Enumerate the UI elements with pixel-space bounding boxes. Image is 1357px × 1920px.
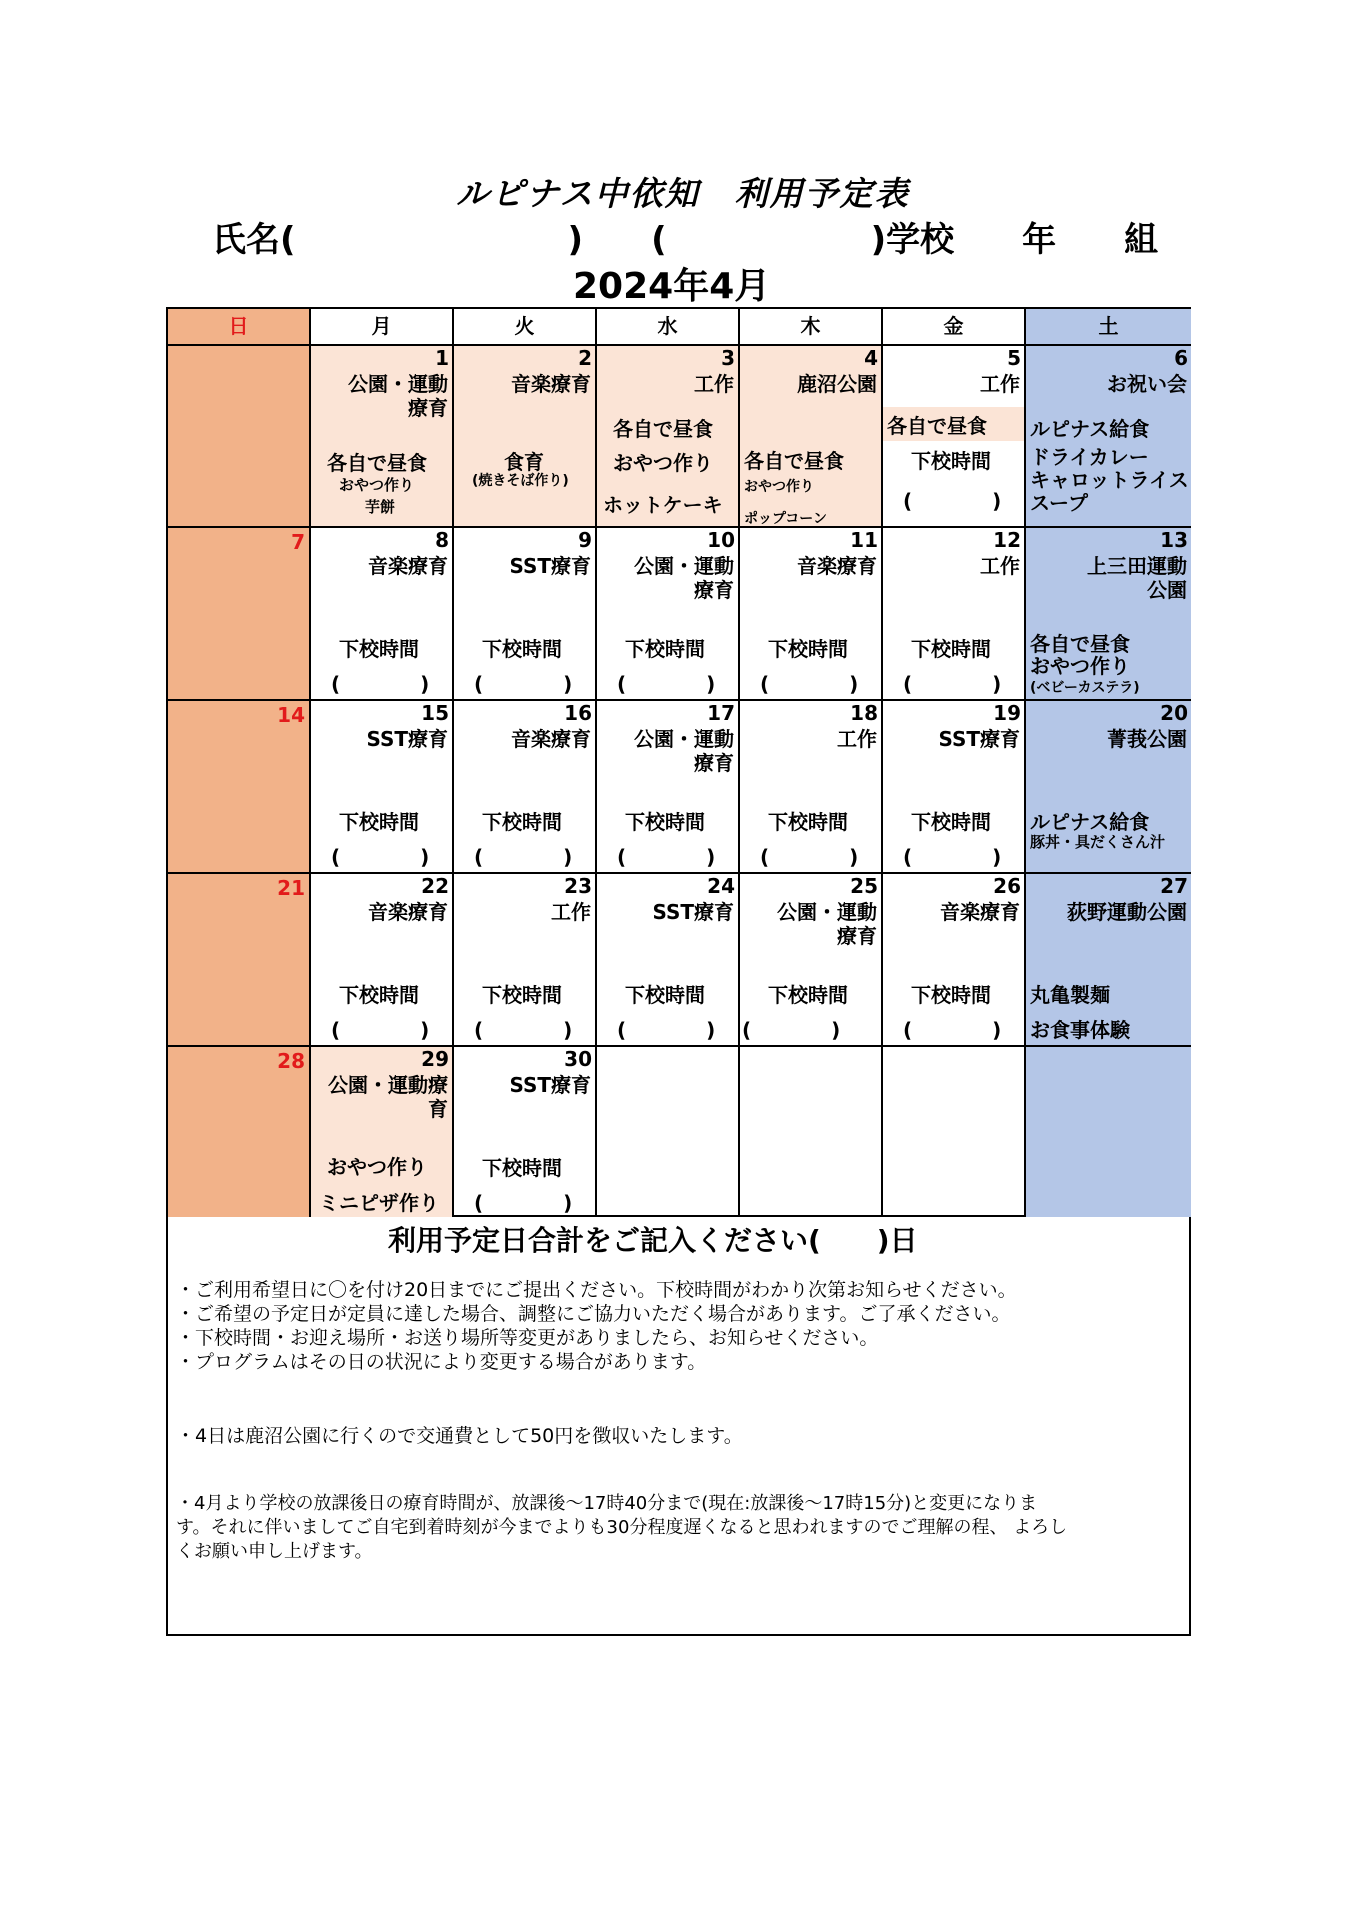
day-number: 9 [578, 528, 592, 552]
weekday-mon: 月 [311, 309, 454, 346]
activity-label: 各自で昼食 [327, 451, 427, 475]
day-cell-3[interactable] [597, 346, 740, 528]
page-title: ルピナス中依知 利用予定表 [456, 174, 910, 213]
day-cell-17[interactable] [597, 701, 740, 874]
day-cell-12[interactable] [883, 528, 1026, 701]
program-label: SST療育 [938, 727, 1020, 751]
school-time-field[interactable]: ( ) [474, 845, 573, 869]
day-number: 17 [707, 701, 735, 725]
day-number: 23 [564, 874, 592, 898]
school-time-field[interactable]: ( ) [617, 845, 716, 869]
day-number: 27 [1160, 874, 1188, 898]
day-cell-7[interactable] [168, 528, 311, 701]
day-number: 21 [277, 876, 305, 900]
day-cell-24[interactable] [597, 874, 740, 1047]
day-number: 11 [850, 528, 878, 552]
day-cell-1[interactable] [311, 346, 454, 528]
program-label: 音楽療育 [368, 554, 448, 578]
day-cell-5[interactable] [883, 346, 1026, 528]
school-time-field[interactable]: ( ) [903, 489, 1002, 513]
activity-label: 各自で昼食 [744, 449, 844, 473]
day-cell-29[interactable] [311, 1047, 454, 1217]
school-time-field[interactable]: ( ) [903, 672, 1002, 696]
school-time-label: 下校時間 [482, 1156, 562, 1180]
day-number: 13 [1160, 528, 1188, 552]
activity-label: おやつ作り [1030, 654, 1130, 678]
activity-label: ドライカレー [1030, 445, 1149, 469]
program-label: 音楽療育 [797, 554, 877, 578]
day-number: 16 [564, 701, 592, 725]
day-number: 26 [993, 874, 1021, 898]
activity-label: おやつ作り [744, 479, 814, 495]
program-label: 工作 [694, 372, 734, 396]
activity-label: 各自で昼食 [1030, 632, 1130, 656]
day-cell-21[interactable] [168, 874, 311, 1047]
activity-label: キャロットライス [1030, 468, 1189, 492]
program-label: 療育 [837, 924, 877, 948]
day-number: 30 [564, 1047, 592, 1071]
day-number: 5 [1007, 346, 1021, 370]
empty-cell [740, 1047, 883, 1217]
activity-label: ミニピザ作り [319, 1191, 439, 1215]
activity-label: ポップコーン [744, 511, 828, 527]
name-line: 氏名( ) ( )学校 年 組 [212, 220, 1159, 260]
program-label: SST療育 [366, 727, 448, 751]
day-number: 3 [721, 346, 735, 370]
program-label: 工作 [980, 554, 1020, 578]
program-label: 療育 [694, 578, 734, 602]
program-label: 工作 [551, 900, 591, 924]
calendar-grid [166, 307, 1191, 1217]
empty-cell [1026, 1047, 1191, 1217]
day-cell-13[interactable] [1026, 528, 1191, 701]
activity-label: お食事体験 [1030, 1018, 1130, 1042]
school-time-label: 下校時間 [768, 983, 848, 1007]
program-label: 療育 [694, 751, 734, 775]
day-cell-19[interactable] [883, 701, 1026, 874]
day-cell-26[interactable] [883, 874, 1026, 1047]
program-label: 公園・運動療 [328, 1073, 448, 1097]
school-time-label: 下校時間 [339, 810, 419, 834]
day-cell-sun-w1[interactable] [168, 346, 311, 528]
day-cell-14[interactable] [168, 701, 311, 874]
program-label: SST療育 [509, 554, 591, 578]
school-time-field[interactable]: ( ) [331, 1018, 430, 1042]
activity-label: おやつ作り [339, 476, 415, 494]
program-label: 療育 [408, 396, 448, 420]
school-time-label: 下校時間 [625, 810, 705, 834]
school-time-label: 下校時間 [768, 810, 848, 834]
day-cell-23[interactable] [454, 874, 597, 1047]
month-title: 2024年4月 [573, 266, 771, 307]
school-time-label: 下校時間 [911, 449, 991, 473]
school-time-field[interactable]: ( ) [742, 1018, 841, 1042]
school-time-field[interactable]: ( ) [760, 845, 859, 869]
program-label: 荻野運動公園 [1067, 900, 1187, 924]
day-number: 25 [850, 874, 878, 898]
activity-label: おやつ作り [327, 1155, 427, 1179]
day-number: 29 [421, 1047, 449, 1071]
day-number: 8 [435, 528, 449, 552]
note-line: ・ご利用希望日に〇を付け20日までにご提出ください。下校時間がわかり次第お知らせください。 [176, 1279, 1017, 1301]
school-time-label: 下校時間 [482, 983, 562, 1007]
school-time-label: 下校時間 [625, 637, 705, 661]
activity-label: ルピナス給食 [1030, 417, 1150, 441]
weekday-wed: 水 [597, 309, 740, 346]
activity-label: ルピナス給食 [1030, 810, 1150, 834]
day-cell-2[interactable] [454, 346, 597, 528]
day-number: 12 [993, 528, 1021, 552]
program-label: 音楽療育 [368, 900, 448, 924]
school-time-label: 下校時間 [339, 983, 419, 1007]
activity-label: スープ [1030, 491, 1088, 515]
day-number: 1 [435, 346, 449, 370]
note-line: ・ご希望の予定日が定員に達した場合、調整にご協力いただく場合があります。ご了承ください。 [176, 1303, 1011, 1325]
program-label: 上三田運動 [1087, 554, 1187, 578]
day-number: 6 [1174, 346, 1188, 370]
school-time-label: 下校時間 [339, 637, 419, 661]
day-number: 20 [1160, 701, 1188, 725]
day-cell-15[interactable] [311, 701, 454, 874]
activity-label: (ベビーカステラ) [1030, 680, 1140, 696]
day-number: 4 [864, 346, 878, 370]
day-cell-9[interactable] [454, 528, 597, 701]
activity-label: 丸亀製麺 [1030, 983, 1110, 1007]
weekday-sun: 日 [168, 309, 311, 346]
school-time-label: 下校時間 [768, 637, 848, 661]
activity-label: おやつ作り [613, 451, 713, 475]
empty-cell [597, 1047, 740, 1217]
note-line: ・プログラムはその日の状況により変更する場合があります。 [176, 1351, 707, 1373]
program-label: SST療育 [509, 1073, 591, 1097]
program-label: 鹿沼公園 [797, 372, 877, 396]
activity-label: 各自で昼食 [613, 417, 713, 441]
program-label: お祝い会 [1107, 372, 1187, 396]
note-line: ・下校時間・お迎え場所・お送り場所等変更がありましたら、お知らせください。 [176, 1327, 879, 1349]
school-time-field[interactable]: ( ) [617, 1018, 716, 1042]
day-number: 15 [421, 701, 449, 725]
school-time-field[interactable]: ( ) [903, 845, 1002, 869]
weekday-fri: 金 [883, 309, 1026, 346]
program-label: 工作 [980, 372, 1020, 396]
school-time-field[interactable]: ( ) [617, 672, 716, 696]
day-number: 28 [277, 1049, 305, 1073]
weekday-tue: 火 [454, 309, 597, 346]
notes-box [166, 1217, 1191, 1636]
note-line: す。それに伴いましてご自宅到着時刻が今までよりも30分程度遅くなると思われますのでご理解の程、 よろし [176, 1517, 1068, 1538]
day-number: 18 [850, 701, 878, 725]
day-number: 2 [578, 346, 592, 370]
day-cell-28[interactable] [168, 1047, 311, 1217]
program-label: 公園・運動 [348, 372, 448, 396]
program-label: 工作 [837, 727, 877, 751]
day-number: 14 [277, 703, 305, 727]
school-time-label: 下校時間 [482, 637, 562, 661]
school-time-field[interactable]: ( ) [474, 672, 573, 696]
school-time-field[interactable]: ( ) [903, 1018, 1002, 1042]
school-time-field[interactable]: ( ) [474, 1191, 573, 1215]
activity-label: (焼きそば作り) [472, 473, 569, 489]
note-line: ・4日は鹿沼公園に行くので交通費として50円を徴収いたします。 [176, 1425, 743, 1447]
day-cell-11[interactable] [740, 528, 883, 701]
school-time-field[interactable]: ( ) [474, 1018, 573, 1042]
school-time-label: 下校時間 [911, 983, 991, 1007]
program-label: 音楽療育 [940, 900, 1020, 924]
day-cell-4[interactable] [740, 346, 883, 528]
day-cell-22[interactable] [311, 874, 454, 1047]
program-label: 公園・運動 [777, 900, 877, 924]
day-cell-6[interactable] [1026, 346, 1191, 528]
day-number: 24 [707, 874, 735, 898]
program-label: 菁莪公園 [1107, 727, 1187, 751]
note-line: ・4月より学校の放課後日の療育時間が、放課後～17時40分まで(現在:放課後～17時15分)と変更になりま [176, 1493, 1038, 1514]
program-label: 公園・運動 [634, 727, 734, 751]
program-label: 育 [428, 1097, 448, 1121]
program-label: 音楽療育 [511, 372, 591, 396]
program-label: 音楽療育 [511, 727, 591, 751]
activity-label: ホットケーキ [603, 493, 723, 517]
program-label: 公園 [1147, 578, 1187, 602]
day-cell-27[interactable] [1026, 874, 1191, 1047]
total-days-field[interactable]: 利用予定日合計をご記入ください( )日 [388, 1224, 918, 1257]
activity-label: 芋餅 [365, 498, 396, 516]
activity-label: 各自で昼食 [887, 414, 987, 438]
program-label: 公園・運動 [634, 554, 734, 578]
weekday-thu: 木 [740, 309, 883, 346]
day-number: 10 [707, 528, 735, 552]
day-number: 7 [291, 530, 305, 554]
school-time-label: 下校時間 [625, 983, 705, 1007]
day-cell-25[interactable] [740, 874, 883, 1047]
school-time-field[interactable]: ( ) [331, 845, 430, 869]
day-cell-30[interactable] [454, 1047, 597, 1217]
school-time-label: 下校時間 [911, 810, 991, 834]
day-cell-10[interactable] [597, 528, 740, 701]
day-number: 22 [421, 874, 449, 898]
note-line: くお願い申し上げます。 [176, 1541, 373, 1562]
activity-label: 食育 [504, 450, 544, 474]
school-time-field[interactable]: ( ) [760, 672, 859, 696]
school-time-label: 下校時間 [482, 810, 562, 834]
school-time-label: 下校時間 [911, 637, 991, 661]
school-time-field[interactable]: ( ) [331, 672, 430, 696]
activity-label: 豚丼・具だくさん汁 [1030, 833, 1166, 851]
program-label: SST療育 [652, 900, 734, 924]
day-cell-8[interactable] [311, 528, 454, 701]
day-cell-16[interactable] [454, 701, 597, 874]
empty-cell [883, 1047, 1026, 1217]
day-number: 19 [993, 701, 1021, 725]
day-cell-20[interactable] [1026, 701, 1191, 874]
weekday-sat: 土 [1026, 309, 1191, 346]
day-cell-18[interactable] [740, 701, 883, 874]
